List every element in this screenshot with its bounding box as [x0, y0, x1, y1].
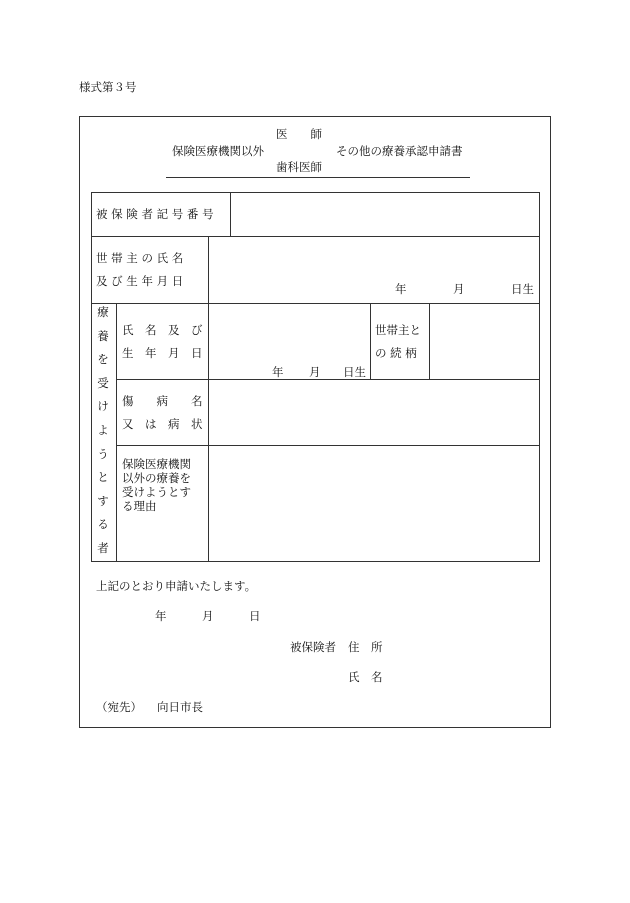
- vertical-char: う: [97, 446, 109, 461]
- table-line: [208, 236, 209, 561]
- patient-birth-day: 日生: [343, 365, 366, 379]
- insured-number-label: 被 保 険 者 記 号 番 号: [96, 207, 214, 221]
- head-name-label-1: 世 帯 主 の 氏 名: [96, 251, 184, 265]
- vertical-char: す: [97, 493, 109, 508]
- address-label: 住 所: [348, 640, 383, 654]
- table-line: [91, 192, 540, 193]
- vertical-char: 者: [97, 540, 109, 555]
- table-line: [116, 303, 117, 561]
- table-line: [429, 303, 430, 379]
- table-line: [91, 192, 92, 561]
- relation-label-1: 世帯主と: [375, 323, 421, 337]
- vertical-char: を: [97, 352, 109, 367]
- addressee: 向日市長: [157, 700, 203, 714]
- reason-label-line-2: 以外の療養を: [122, 471, 191, 485]
- vertical-char: 養: [97, 328, 109, 343]
- title-right: その他の療養承認申請書: [336, 144, 463, 158]
- injury-label-1: 傷 病 名: [122, 394, 203, 408]
- vertical-char: よ: [97, 422, 109, 437]
- vertical-char: 療: [97, 305, 109, 319]
- reason-field[interactable]: [210, 447, 538, 560]
- table-line: [370, 303, 371, 379]
- insured-number-field[interactable]: [232, 194, 538, 235]
- patient-name-label-2: 生 年 月 日: [122, 346, 203, 360]
- table-line: [230, 192, 231, 236]
- date-year: 年: [155, 609, 167, 623]
- patient-name-field[interactable]: [210, 305, 368, 360]
- name-label: 氏 名: [348, 670, 383, 684]
- table-line: [116, 445, 540, 446]
- head-birth-day: 日生: [511, 282, 534, 296]
- vertical-char: 受: [97, 375, 109, 390]
- head-birth-year: 年: [395, 282, 407, 296]
- insured-label: 被保険者: [290, 640, 336, 654]
- title-left: 保険医療機関以外: [172, 144, 264, 158]
- vertical-char: と: [97, 470, 109, 485]
- title-upper: 医 師: [276, 127, 322, 141]
- reason-label-line-1: 保険医療機関: [122, 457, 191, 471]
- relation-field[interactable]: [431, 305, 538, 378]
- date-month: 月: [202, 609, 214, 623]
- title-lower: 歯科医師: [276, 160, 322, 174]
- date-day: 日: [249, 609, 261, 623]
- patient-name-label-1: 氏 名 及 び: [122, 323, 203, 337]
- form-number: 様式第３号: [79, 80, 137, 94]
- head-name-label-2: 及 び 生 年 月 日: [96, 274, 184, 288]
- title-underline: [166, 177, 470, 178]
- recipient-section-label: [96, 305, 110, 565]
- injury-label-2: 又 は 病 状: [122, 417, 203, 431]
- head-name-field[interactable]: [210, 238, 538, 278]
- patient-birth-year: 年: [272, 365, 284, 379]
- table-line: [116, 379, 540, 380]
- injury-field[interactable]: [210, 381, 538, 444]
- table-line: [539, 192, 540, 561]
- relation-label-2: の 続 柄: [375, 346, 417, 360]
- vertical-char: る: [97, 517, 109, 532]
- head-birth-month: 月: [453, 282, 465, 296]
- table-line: [91, 303, 540, 304]
- patient-birth-month: 月: [309, 365, 321, 379]
- table-line: [91, 236, 540, 237]
- reason-label-line-3: 受けようとす: [122, 485, 191, 499]
- vertical-char: け: [97, 399, 109, 414]
- table-line: [91, 561, 540, 562]
- application-statement: 上記のとおり申請いたします。: [96, 579, 257, 593]
- addressee-prefix: （宛先）: [96, 700, 142, 714]
- reason-label-line-4: る理由: [122, 499, 157, 513]
